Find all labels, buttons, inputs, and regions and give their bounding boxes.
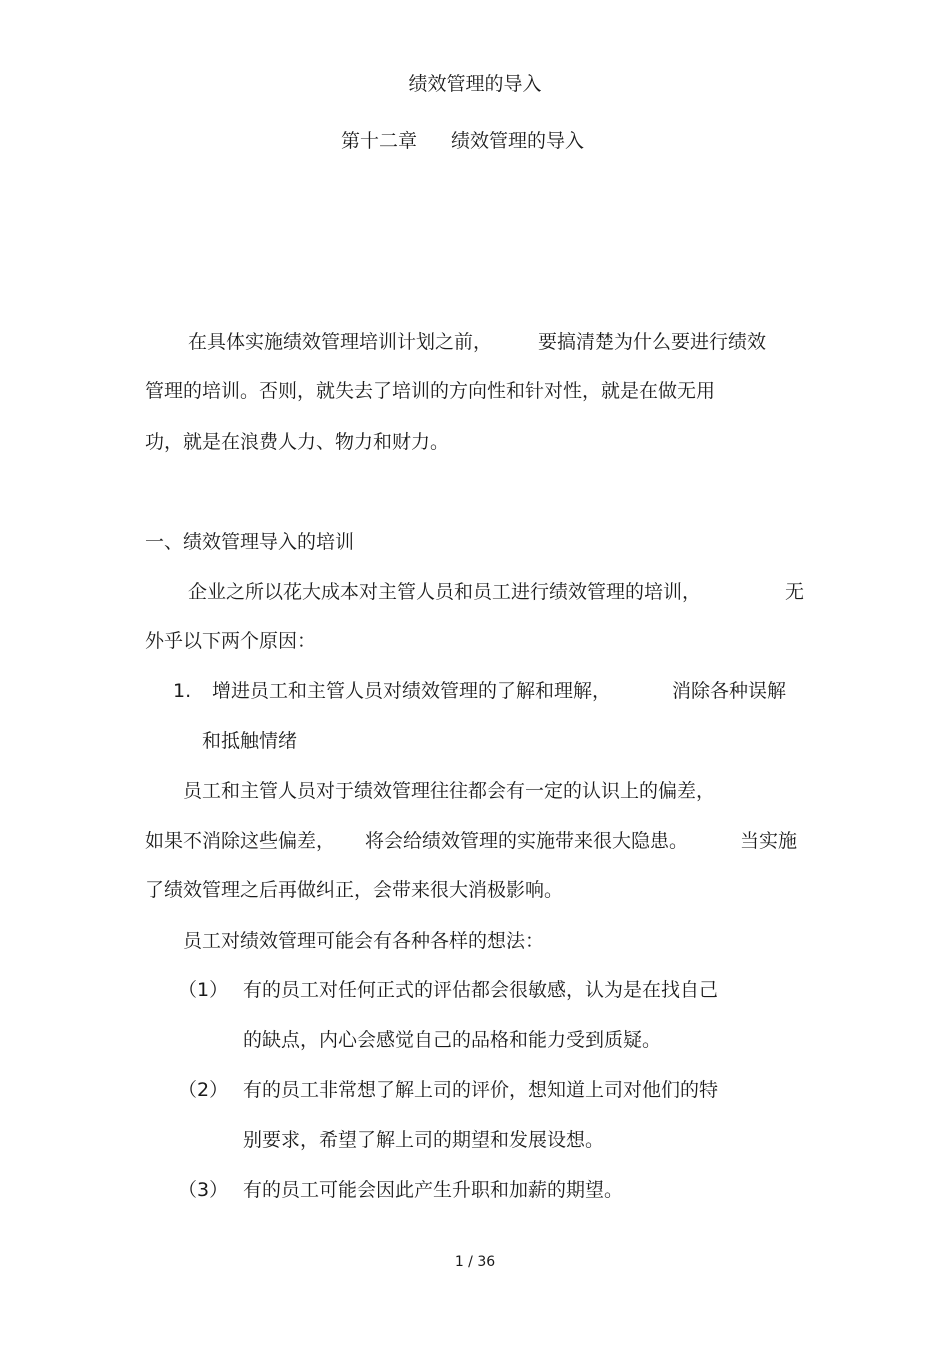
intro-line-3: 功，就是在浪费人力、物力和财力。	[145, 431, 450, 453]
section-para2-line-3: 了绩效管理之后再做纠正，会带来很大消极影响。	[145, 879, 564, 901]
subitem1-line-1: 有的员工对任何正式的评估都会很敏感，认为是在找自己	[243, 979, 719, 1001]
page-number: 1 / 36	[454, 1254, 496, 1270]
chapter-title: 绩效管理的导入	[451, 130, 585, 152]
subitem2-number: （2）	[178, 1079, 229, 1101]
intro-line-1b: 要搞清楚为什么要进行绩效	[538, 331, 767, 353]
subitem2-line-1: 有的员工非常想了解上司的评价，想知道上司对他们的特	[243, 1079, 719, 1101]
section-para2-line-2a: 如果不消除这些偏差，	[145, 830, 336, 852]
section-para1-line-1a: 企业之所以花大成本对主管人员和员工进行绩效管理的培训，	[188, 581, 702, 603]
section-para2-line-2c: 当实施	[740, 830, 798, 852]
document-title: 绩效管理的导入	[408, 73, 542, 95]
chapter-heading	[341, 128, 584, 154]
chapter-number: 第十二章	[341, 130, 418, 152]
subitem3-line-1: 有的员工可能会因此产生升职和加薪的期望。	[243, 1179, 624, 1201]
section-para3: 员工对绩效管理可能会有各种各样的想法：	[183, 930, 545, 952]
section-para2-line-1: 员工和主管人员对于绩效管理往往都会有一定的认识上的偏差，	[183, 780, 716, 802]
subitem3-number: （3）	[178, 1179, 229, 1201]
item1-line-1a: 增进员工和主管人员对绩效管理的了解和理解，	[212, 680, 612, 702]
item1-line-2: 和抵触情绪	[202, 730, 298, 752]
subitem1-line-2: 的缺点，内心会感觉自己的品格和能力受到质疑。	[243, 1029, 662, 1051]
subitem2-line-2: 别要求，希望了解上司的期望和发展设想。	[243, 1129, 605, 1151]
intro-line-2: 管理的培训。否则，就失去了培训的方向性和针对性，就是在做无用	[145, 380, 716, 402]
section-para2-line-2b: 将会给绩效管理的实施带来很大隐患。	[365, 830, 689, 852]
section-para1-line-1b: 无	[785, 581, 805, 603]
intro-line-1a: 在具体实施绩效管理培训计划之前，	[188, 331, 493, 353]
section-heading: 一、绩效管理导入的培训	[145, 531, 355, 553]
section-para1-line-2: 外乎以下两个原因：	[145, 630, 317, 652]
item1-line-1b: 消除各种误解	[672, 680, 787, 702]
subitem1-number: （1）	[178, 979, 229, 1001]
item1-number: 1.	[173, 680, 192, 702]
